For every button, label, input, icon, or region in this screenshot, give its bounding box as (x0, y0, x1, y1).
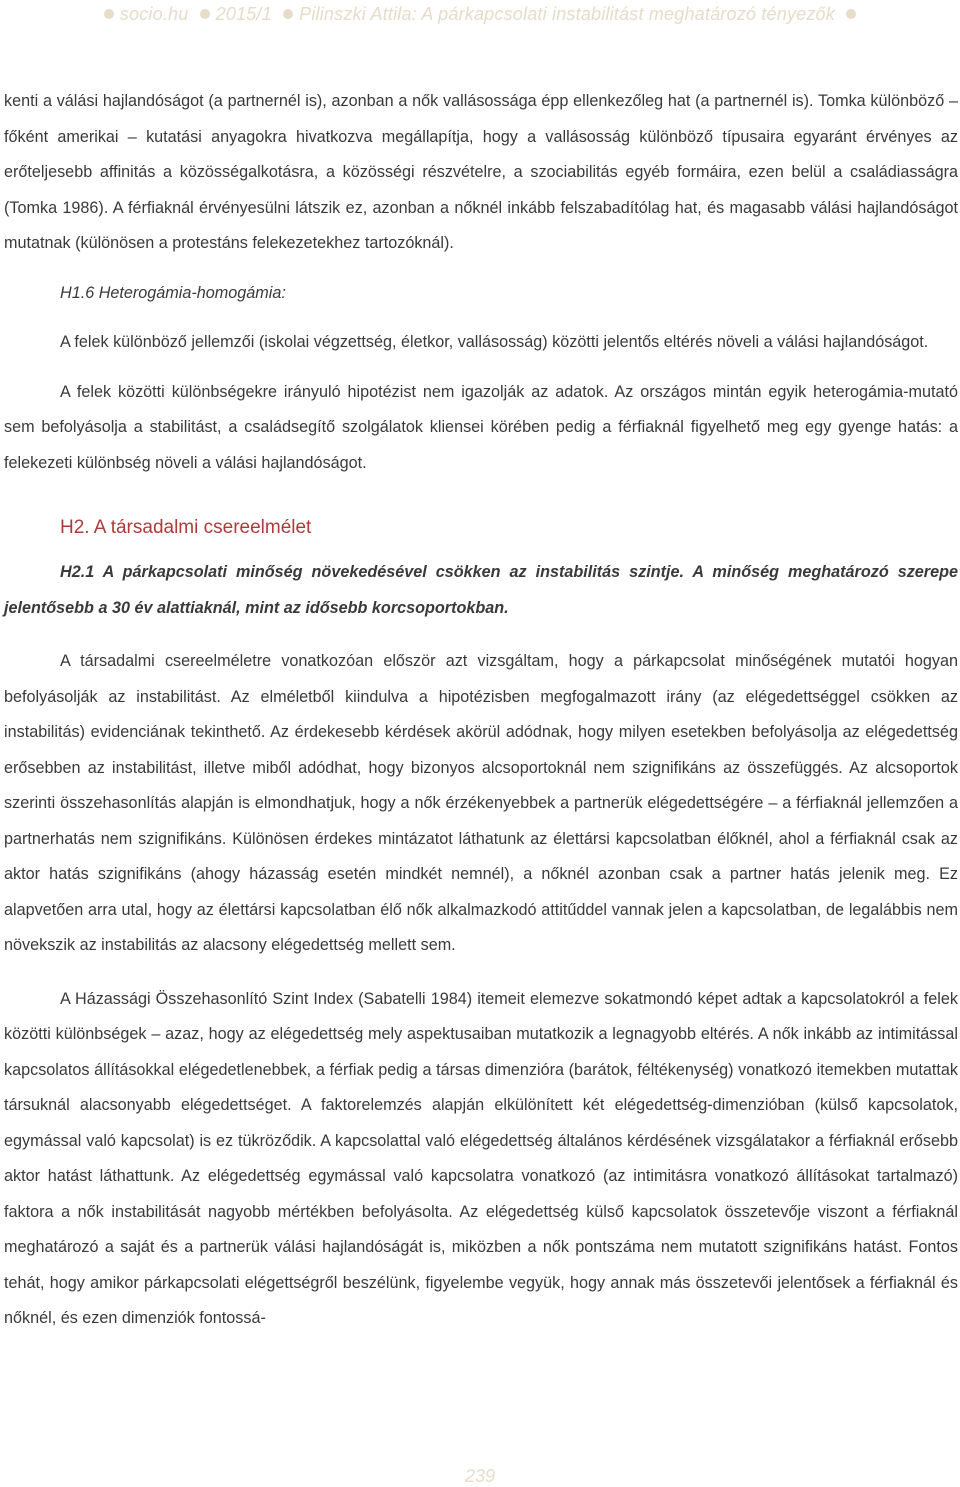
bullet-icon (104, 9, 114, 19)
section-heading-h2: H2. A társadalmi csereelmélet (60, 517, 312, 538)
running-header (0, 4, 960, 25)
article-body (4, 84, 958, 1337)
bullet-icon (200, 9, 210, 19)
paragraph: A társadalmi csereelméletre vonatkozóan először azt vizsgáltam, hogy a párkapcsolat minőségének mutatói hogyan befolyásolják az instabilitást. Az elméletből kiindulva a hipotézisben megfogalmazott irány (az elégedettséggel csökken az instabilitás) evidenciának tekinthető. Az érdekesebb kérdések akörül adódnak, hogy milyen esetekben befolyásolja az elégedettség erősebben az instabilitást, illetve miből adódhat, hogy bizonyos alcsoportoknál nem szignifikáns az összefüggés. Az alcsoportok szerinti összehasonlítás alapján is elmondhatjuk, hogy a nők érzékenyebbek a partnerük elégedettségére – a férfiaknál jellemzően a partnerhatás nem szignifikáns. Különösen érdekes mintázatot láthatunk az élettársi kapcsolatban élőknél, ahol a férfiaknál csak az aktor hatás szignifikáns (ahogy házasság esetén mindkét nemnél), a nőknél azonban csak a partner hatás jelenik meg. Ez alapvetően arra utal, hogy az élettársi kapcsolatban élő nők alkalmazkodó attitűddel vannak jelen a kapcsolatban, de legalábbis nem növekszik az instabilitás az alacsony elégedettség mellett sem. (4, 652, 958, 954)
page-number: 239 (464, 1466, 496, 1486)
paragraph: A Házassági Összehasonlító Szint Index (Sabatelli 1984) itemeit elemezve sokatmondó képet adtak a kapcsolatokról a felek közötti különbségek – azaz, hogy az elégedettség mely aspektusaiban mutatkozik a legnagyobb eltérés. A nők inkább az intimitással kapcsolatos állításokkal elégedetlenebbek, a férfiak pedig a társas dimenzióra (barátok, féltékenység) vonatkozó itemekben mutattak társuknál alacsonyabb elégedettséget. A faktorelemzés alapján elkülönített két elégedettség-dimenzióban (külső kapcsolatok, egymással való kapcsolat) is ez tükröződik. A kapcsolattal való elégedettség általános kérdésének vizsgálatakor a férfiaknál erősebb aktor hatást láthattunk. Az elégedettség egymással való kapcsolatra vonatkozó (az intimitásra vonatkozó állításokat tartalmazó) faktora a nők instabilitását nagyobb mértékben befolyásolta. Az elégedettség külső kapcsolatok összetevője viszont a férfiaknál meghatározó a saját és a partnerük válási hajlandóságát is, miközben a nők pontszáma nem mutatott szignifikáns hatást. Fontos tehát, hogy amikor párkapcsolati elégettségről beszélünk, figyelembe vegyük, hogy annak más összetevői jelentősek a férfiaknál és nőknél, és ezen dimenziók fontossá- (4, 989, 958, 1327)
hypothesis-statement: A felek különböző jellemzői (iskolai végzettség, életkor, vallásosság) közötti jelentős eltérés növeli a válási hajlandóságot. (60, 333, 929, 351)
header-article-title: Pilinszki Attila: A párkapcsolati instabilitást meghatározó tényezők (299, 4, 835, 24)
header-site: socio.hu (119, 4, 189, 24)
subsection-heading-h16: H1.6 Heterogámia-homogámia: (60, 283, 286, 302)
bullet-icon (846, 9, 856, 19)
paragraph: A felek közötti különbségekre irányuló hipotézist nem igazolják az adatok. Az országos mintán egyik heterogámia-mutató sem befolyásolja a stabilitást, a családsegítő szolgálatok kliensei körében pedig a férfiaknál figyelhető meg egy gyenge hatás: a felekezeti különbség növeli a válási hajlandóságot. (4, 382, 958, 472)
paragraph: kenti a válási hajlandóságot (a partnernél is), azonban a nők vallásossága épp ellenkezőleg hat (a partnernél is). Tomka különböző – főként amerikai – kutatási anyagokra hivatkozva megállapítja, hogy a vallásosság különböző típusaira egyaránt érvényes az erőteljesebb affinitás a közösségalkotásra, a közösségi részvételre, a szociabilitás egyéb formáira, ezen belül a családiasságra (Tomka 1986). A férfiaknál érvényesülni látszik ez, azonban a nőknél inkább felszabadítólag hat, és magasabb válási hajlandóságot mutatnak (különösen a protestáns felekezetekhez tartozóknál). (4, 92, 958, 252)
bullet-icon (283, 9, 293, 19)
header-issue: 2015/1 (215, 4, 272, 24)
hypothesis-h21: H2.1 A párkapcsolati minőség növekedésével csökken az instabilitás szintje. A minőség meghatározó szerepe jelentősebb a 30 év alattiaknál, mint az idősebb korcsoportokban. (4, 563, 958, 617)
